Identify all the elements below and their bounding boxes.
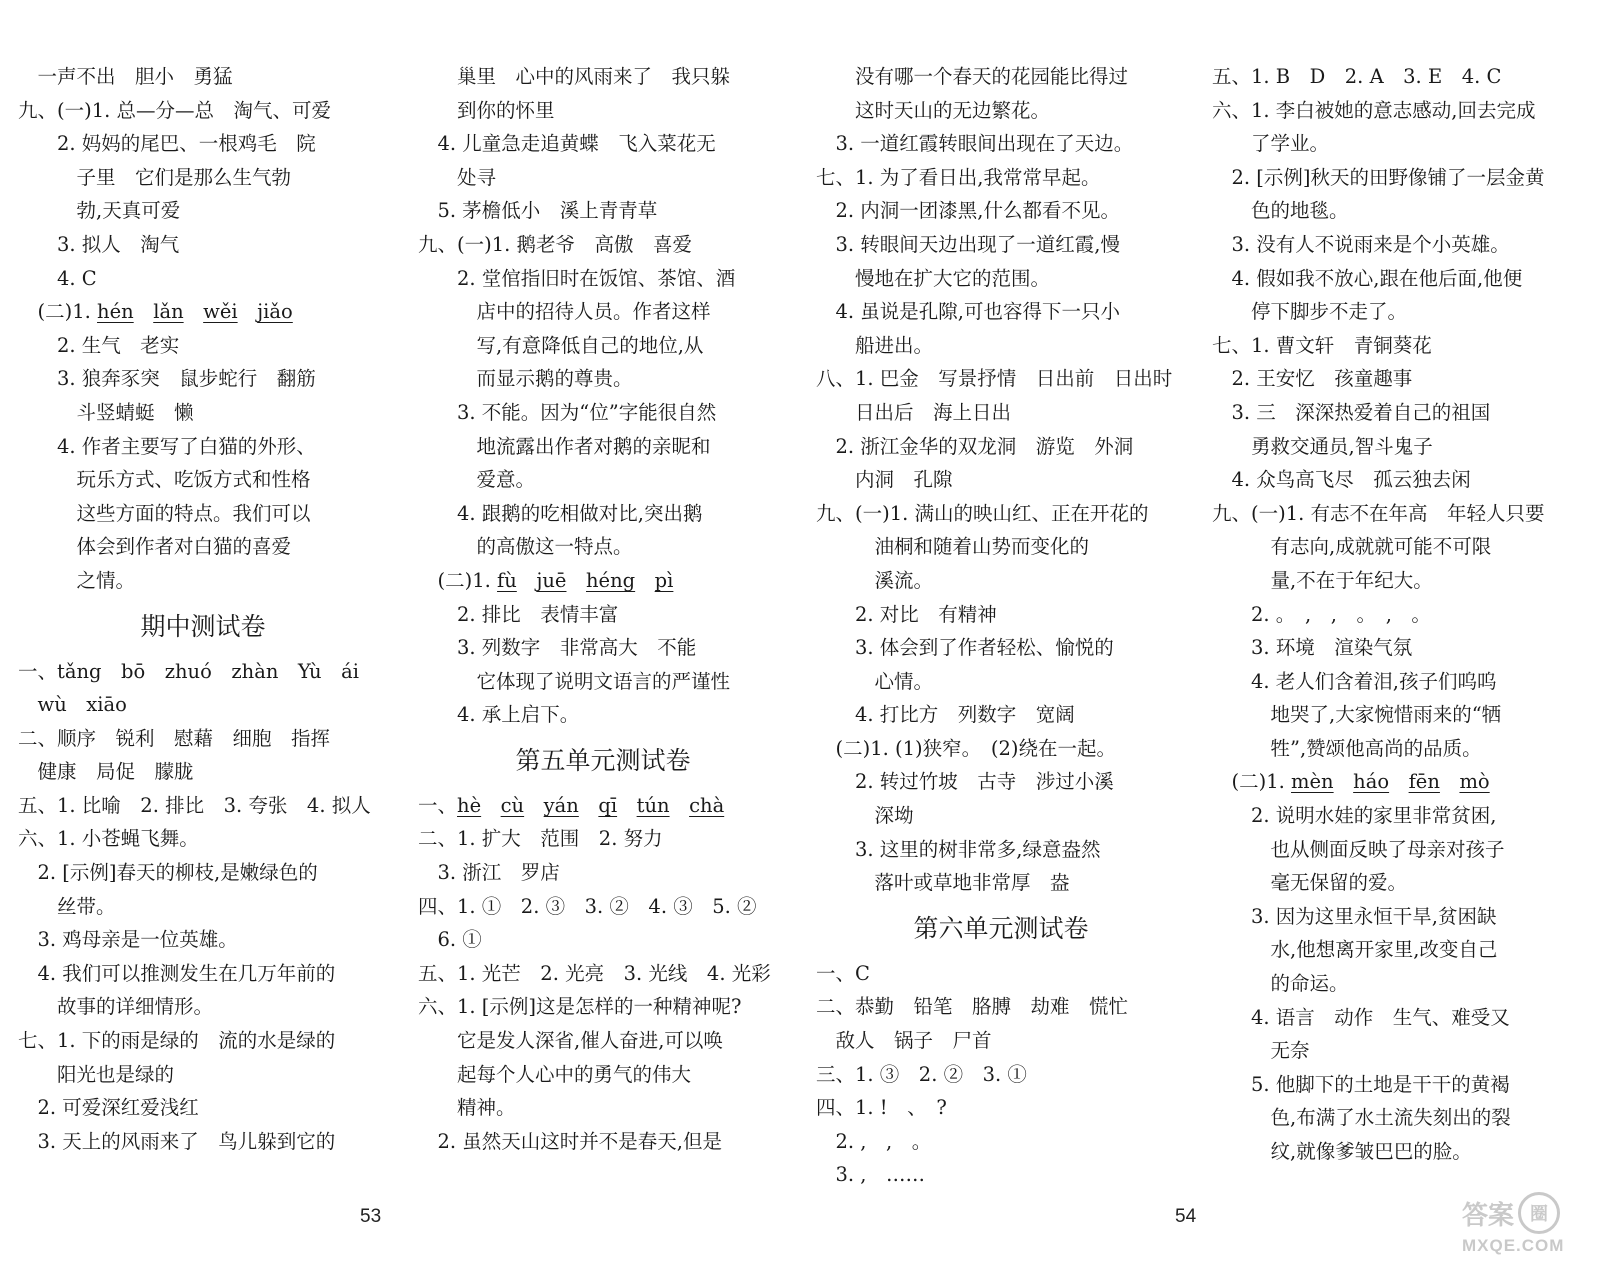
- answer-line: 4. 虽说是孔隙,可也容得下一只小: [816, 300, 1121, 324]
- answer-line: 6. ①: [418, 928, 482, 952]
- answer-line: 4. 众鸟高飞尽 孤云独去闲: [1212, 468, 1471, 492]
- answer-line: 一、tǎng bō zhuó zhàn Yù ái: [18, 659, 359, 683]
- answer-line: 体会到作者对白猫的喜爱: [18, 535, 292, 559]
- pinyin-answer: hè: [457, 793, 482, 817]
- answer-line: 3. , ……: [816, 1163, 926, 1187]
- answer-line: 它是发人深省,催人奋进,可以唤: [418, 1029, 723, 1053]
- answer-line: 4. 老人们含着泪,孩子们呜呜: [1212, 669, 1497, 693]
- answer-line: 2. 虽然天山这时并不是春天,但是: [418, 1129, 723, 1153]
- answer-line: 3. 体会到了作者轻松、愉悦的: [816, 636, 1114, 660]
- answer-line: 2. 对比 有精神: [816, 602, 997, 626]
- answer-line: 4. 我们可以推测发生在几万年前的: [18, 961, 336, 985]
- answer-line: 也从侧面反映了母亲对孩子: [1212, 837, 1505, 861]
- answer-line: 敌人 锅子 尸首: [816, 1029, 992, 1053]
- answer-line: 深坳: [816, 804, 914, 828]
- answer-line: 4. C: [18, 266, 97, 290]
- pinyin-answer: hén: [97, 300, 134, 324]
- answer-line: 4. 作者主要写了白猫的外形、: [18, 434, 316, 458]
- answer-line: 日出后 海上日出: [816, 400, 1012, 424]
- answer-line: 2. 。 , , 。 , 。: [1212, 602, 1431, 626]
- answer-line: 地哭了,大家惋惜雨来的“牺: [1212, 703, 1502, 727]
- answer-line: 2. , , 。: [816, 1129, 932, 1153]
- column-3: [816, 60, 1186, 1192]
- answer-line: 这时天山的无边繁花。: [816, 98, 1051, 122]
- answer-line: 3. 因为这里永恒干旱,贫困缺: [1212, 904, 1497, 928]
- answer-line: (二)1. fù juē héng pì: [418, 568, 674, 592]
- answer-line: 故事的详细情形。: [18, 995, 214, 1019]
- answer-line: 4. 儿童急走追黄蝶 飞入菜花无: [418, 132, 716, 156]
- answer-line: 六、1. 李白被她的意志感动,回去完成: [1212, 98, 1536, 122]
- answer-line: 溪流。: [816, 568, 934, 592]
- answer-line: 油桐和随着山势而变化的: [816, 535, 1090, 559]
- answer-line: 一、C: [816, 961, 870, 985]
- answer-line: 有志向,成就就可能不可限: [1212, 535, 1492, 559]
- answer-line: 四、1. ! 、 ?: [816, 1096, 947, 1120]
- answer-line: 一声不出 胆小 勇猛: [18, 65, 233, 88]
- answer-line: 2. 转过竹坡 古寺 涉过小溪: [816, 770, 1114, 794]
- answer-line: 2. 说明水娃的家里非常贫困,: [1212, 804, 1497, 828]
- answer-line: (二)1. (1)狭窄。 (2)绕在一起。: [816, 736, 1117, 760]
- answer-line: 丝带。: [18, 894, 116, 918]
- answer-line: 七、1. 为了看日出,我常常早起。: [816, 165, 1101, 189]
- answer-line: 无奈: [1212, 1039, 1310, 1063]
- answer-line: 地流露出作者对鹅的亲昵和: [418, 434, 711, 458]
- answer-line: 2. 内洞一团漆黑,什么都看不见。: [816, 199, 1121, 223]
- answer-line: 这些方面的特点。我们可以: [18, 501, 311, 525]
- answer-line: 九、(一)1. 鹅老爷 高傲 喜爱: [418, 232, 693, 256]
- answer-line: 2. 王安忆 孩童趣事: [1212, 367, 1413, 391]
- answer-line: 3. 天上的风雨来了 鸟儿躲到它的: [18, 1129, 336, 1153]
- answer-line: 4. 承上启下。: [418, 703, 580, 727]
- answer-line: 处寻: [418, 165, 497, 189]
- answer-line: 健康 局促 朦胧: [18, 760, 194, 784]
- pinyin-answer: háo: [1353, 770, 1390, 794]
- section-title: 第五单元测试卷: [515, 745, 691, 775]
- answer-line: 3. 不能。因为“位”字能很自然: [418, 400, 717, 424]
- answer-line: 停下脚步不走了。: [1212, 300, 1408, 324]
- answer-line: 2. 浙江金华的双龙洞 游览 外洞: [816, 434, 1134, 458]
- answer-line: 九、(一)1. 总—分—总 淘气、可爱: [18, 98, 332, 122]
- answer-line: 2. 生气 老实: [18, 333, 180, 357]
- answer-line: 而显示鹅的尊贵。: [418, 367, 633, 391]
- answer-line: 3. 三 深深热爱着自己的祖国: [1212, 400, 1491, 424]
- answer-line: 勃,天真可爱: [18, 199, 181, 223]
- answer-line: 五、1. B D 2. A 3. E 4. C: [1212, 65, 1502, 88]
- pinyin-answer: qī: [598, 793, 618, 817]
- section-title: 期中测试卷: [140, 611, 266, 641]
- answer-line: 九、(一)1. 满山的映山红、正在开花的: [816, 501, 1149, 525]
- answer-line: 二、恭勤 铅笔 胳膊 劫难 慌忙: [816, 995, 1129, 1019]
- answer-line: 2. 排比 表情丰富: [418, 602, 619, 626]
- answer-line: 六、1. 小苍蝇飞舞。: [18, 827, 199, 851]
- answer-line: 4. 假如我不放心,跟在他后面,他便: [1212, 266, 1523, 290]
- answer-line: 4. 跟鹅的吃相做对比,突出鹅: [418, 501, 703, 525]
- column-1: [18, 60, 388, 1158]
- answer-line: 起每个人心中的勇气的伟大: [418, 1062, 692, 1086]
- page-number-right: 54: [1175, 1206, 1197, 1227]
- pinyin-answer: mèn: [1291, 770, 1334, 794]
- pinyin-answer: jiǎo: [257, 300, 293, 324]
- pinyin-answer: pì: [654, 568, 674, 592]
- answer-line: 六、1. [示例]这是怎样的一种精神呢?: [418, 995, 742, 1019]
- section-title: 第六单元测试卷: [913, 913, 1089, 943]
- answer-line: wù xiāo: [18, 693, 127, 717]
- answer-line: 2. 可爱深红爱浅红: [18, 1096, 199, 1120]
- answer-line: 四、1. ① 2. ③ 3. ② 4. ③ 5. ②: [418, 894, 757, 918]
- answer-line: 落叶或草地非常厚 盎: [816, 871, 1070, 895]
- answer-line: 七、1. 曹文轩 青铜葵花: [1212, 333, 1432, 357]
- pinyin-answer: héng: [586, 568, 636, 592]
- answer-line: 纹,就像爹皱巴巴的脸。: [1212, 1140, 1472, 1163]
- answer-line: 色的地毯。: [1212, 199, 1349, 223]
- answer-line: 3. 狼奔豕突 鼠步蛇行 翻筋: [18, 367, 316, 391]
- answer-line: 巢里 心中的风雨来了 我只躲: [418, 65, 731, 88]
- pinyin-answer: cù: [500, 793, 525, 817]
- answer-line: 五、1. 光芒 2. 光亮 3. 光线 4. 光彩: [418, 961, 771, 985]
- answer-line: 3. 没有人不说雨来是个小英雄。: [1212, 232, 1510, 256]
- answer-line: 慢地在扩大它的范围。: [816, 266, 1051, 290]
- answer-line: 之情。: [18, 568, 136, 592]
- answer-line: 3. 一道红霞转眼间出现在了天边。: [816, 132, 1134, 156]
- answer-line: 二、1. 扩大 范围 2. 努力: [418, 827, 663, 851]
- answer-line: 它体现了说明文语言的严谨性: [418, 669, 731, 693]
- answer-line: 爱意。: [418, 468, 536, 492]
- answer-line: 2. 堂倌指旧时在饭馆、茶馆、酒: [418, 266, 736, 290]
- answer-line: 阳光也是绿的: [18, 1062, 175, 1086]
- pinyin-answer: yán: [543, 793, 579, 817]
- answer-line: 斗竖蜻蜓 懒: [18, 400, 194, 424]
- answer-line: 三、1. ③ 2. ② 3. ①: [816, 1062, 1027, 1086]
- column-4: [1212, 60, 1582, 1169]
- answer-line: (二)1. mèn háo fēn mò: [1212, 770, 1490, 794]
- column-2: [418, 60, 788, 1158]
- answer-line: 写,有意降低自己的地位,从: [418, 333, 704, 357]
- answer-line: 量,不在于年纪大。: [1212, 568, 1433, 592]
- answer-line: (二)1. hén lǎn wěi jiǎo: [18, 300, 293, 324]
- answer-line: 5. 他脚下的土地是干干的黄褐: [1212, 1072, 1510, 1096]
- answer-line: 到你的怀里: [418, 98, 555, 122]
- pinyin-answer: fēn: [1408, 770, 1440, 794]
- pinyin-answer: chà: [689, 793, 725, 817]
- answer-line: 3. 转眼间天边出现了一道红霞,慢: [816, 232, 1121, 256]
- answer-line: 3. 列数字 非常高大 不能: [418, 636, 697, 660]
- answer-line: 店中的招待人员。作者这样: [418, 300, 711, 324]
- answer-line: 3. 这里的树非常多,绿意盎然: [816, 837, 1101, 861]
- answer-line: 玩乐方式、吃饭方式和性格: [18, 468, 311, 492]
- pinyin-answer: wěi: [203, 300, 238, 324]
- watermark-url: MXQE.COM: [1462, 1236, 1565, 1255]
- answer-line: 没有哪一个春天的花园能比得过: [816, 65, 1129, 88]
- answer-line: 牲”,赞颂他高尚的品质。: [1212, 736, 1482, 760]
- answer-line: 勇救交通员,智斗鬼子: [1212, 434, 1433, 458]
- watermark-logo-icon: 圈: [1518, 1192, 1560, 1234]
- pinyin-answer: mò: [1459, 770, 1490, 794]
- answer-line: 5. 茅檐低小 溪上青青草: [418, 199, 658, 223]
- answer-line: 3. 环境 渲染气氛: [1212, 636, 1413, 660]
- pinyin-answer: juē: [536, 568, 567, 592]
- answer-line: 八、1. 巴金 写景抒情 日出前 日出时: [816, 367, 1173, 391]
- answer-line: 一、hè cù yán qī tún chà: [418, 793, 725, 817]
- answer-line: 精神。: [418, 1096, 516, 1120]
- answer-line: 4. 打比方 列数字 宽阔: [816, 703, 1075, 727]
- pinyin-answer: tún: [636, 793, 670, 817]
- answer-line: 七、1. 下的雨是绿的 流的水是绿的: [18, 1029, 336, 1053]
- answer-line: 船进出。: [816, 333, 934, 357]
- pinyin-answer: lǎn: [153, 300, 184, 324]
- watermark-logo-text: 答案: [1462, 1199, 1515, 1230]
- page-number-left: 53: [360, 1206, 382, 1227]
- answer-line: 2. [示例]秋天的田野像铺了一层金黄: [1212, 165, 1545, 189]
- answer-line: 2. 妈妈的尾巴、一根鸡毛 院: [18, 132, 316, 156]
- answer-line: 了学业。: [1212, 132, 1330, 156]
- watermark: [1462, 1192, 1592, 1264]
- answer-line: 2. [示例]春天的柳枝,是嫩绿色的: [18, 861, 318, 885]
- answer-line: 3. 鸡母亲是一位英雄。: [18, 928, 238, 952]
- answer-line: 心情。: [816, 669, 934, 693]
- answer-line: 色,布满了水土流失刻出的裂: [1212, 1106, 1511, 1130]
- answer-line: 3. 浙江 罗店: [418, 861, 560, 885]
- answer-line: 4. 语言 动作 生气、难受又: [1212, 1005, 1510, 1029]
- answer-line: 二、顺序 锐利 慰藉 细胞 指挥: [18, 726, 331, 750]
- answer-line: 子里 它们是那么生气勃: [18, 165, 292, 189]
- answer-line: 内洞 孔隙: [816, 468, 953, 492]
- answer-line: 九、(一)1. 有志不在年高 年轻人只要: [1212, 501, 1545, 525]
- answer-line: 3. 拟人 淘气: [18, 232, 180, 256]
- pinyin-answer: fù: [497, 568, 517, 592]
- answer-line: 五、1. 比喻 2. 排比 3. 夸张 4. 拟人: [18, 793, 371, 817]
- answer-line: 的命运。: [1212, 972, 1349, 996]
- answer-line: 毫无保留的爱。: [1212, 871, 1408, 895]
- answer-line: 的高傲这一特点。: [418, 535, 633, 559]
- answer-line: 水,他想离开家里,改变自己: [1212, 938, 1498, 962]
